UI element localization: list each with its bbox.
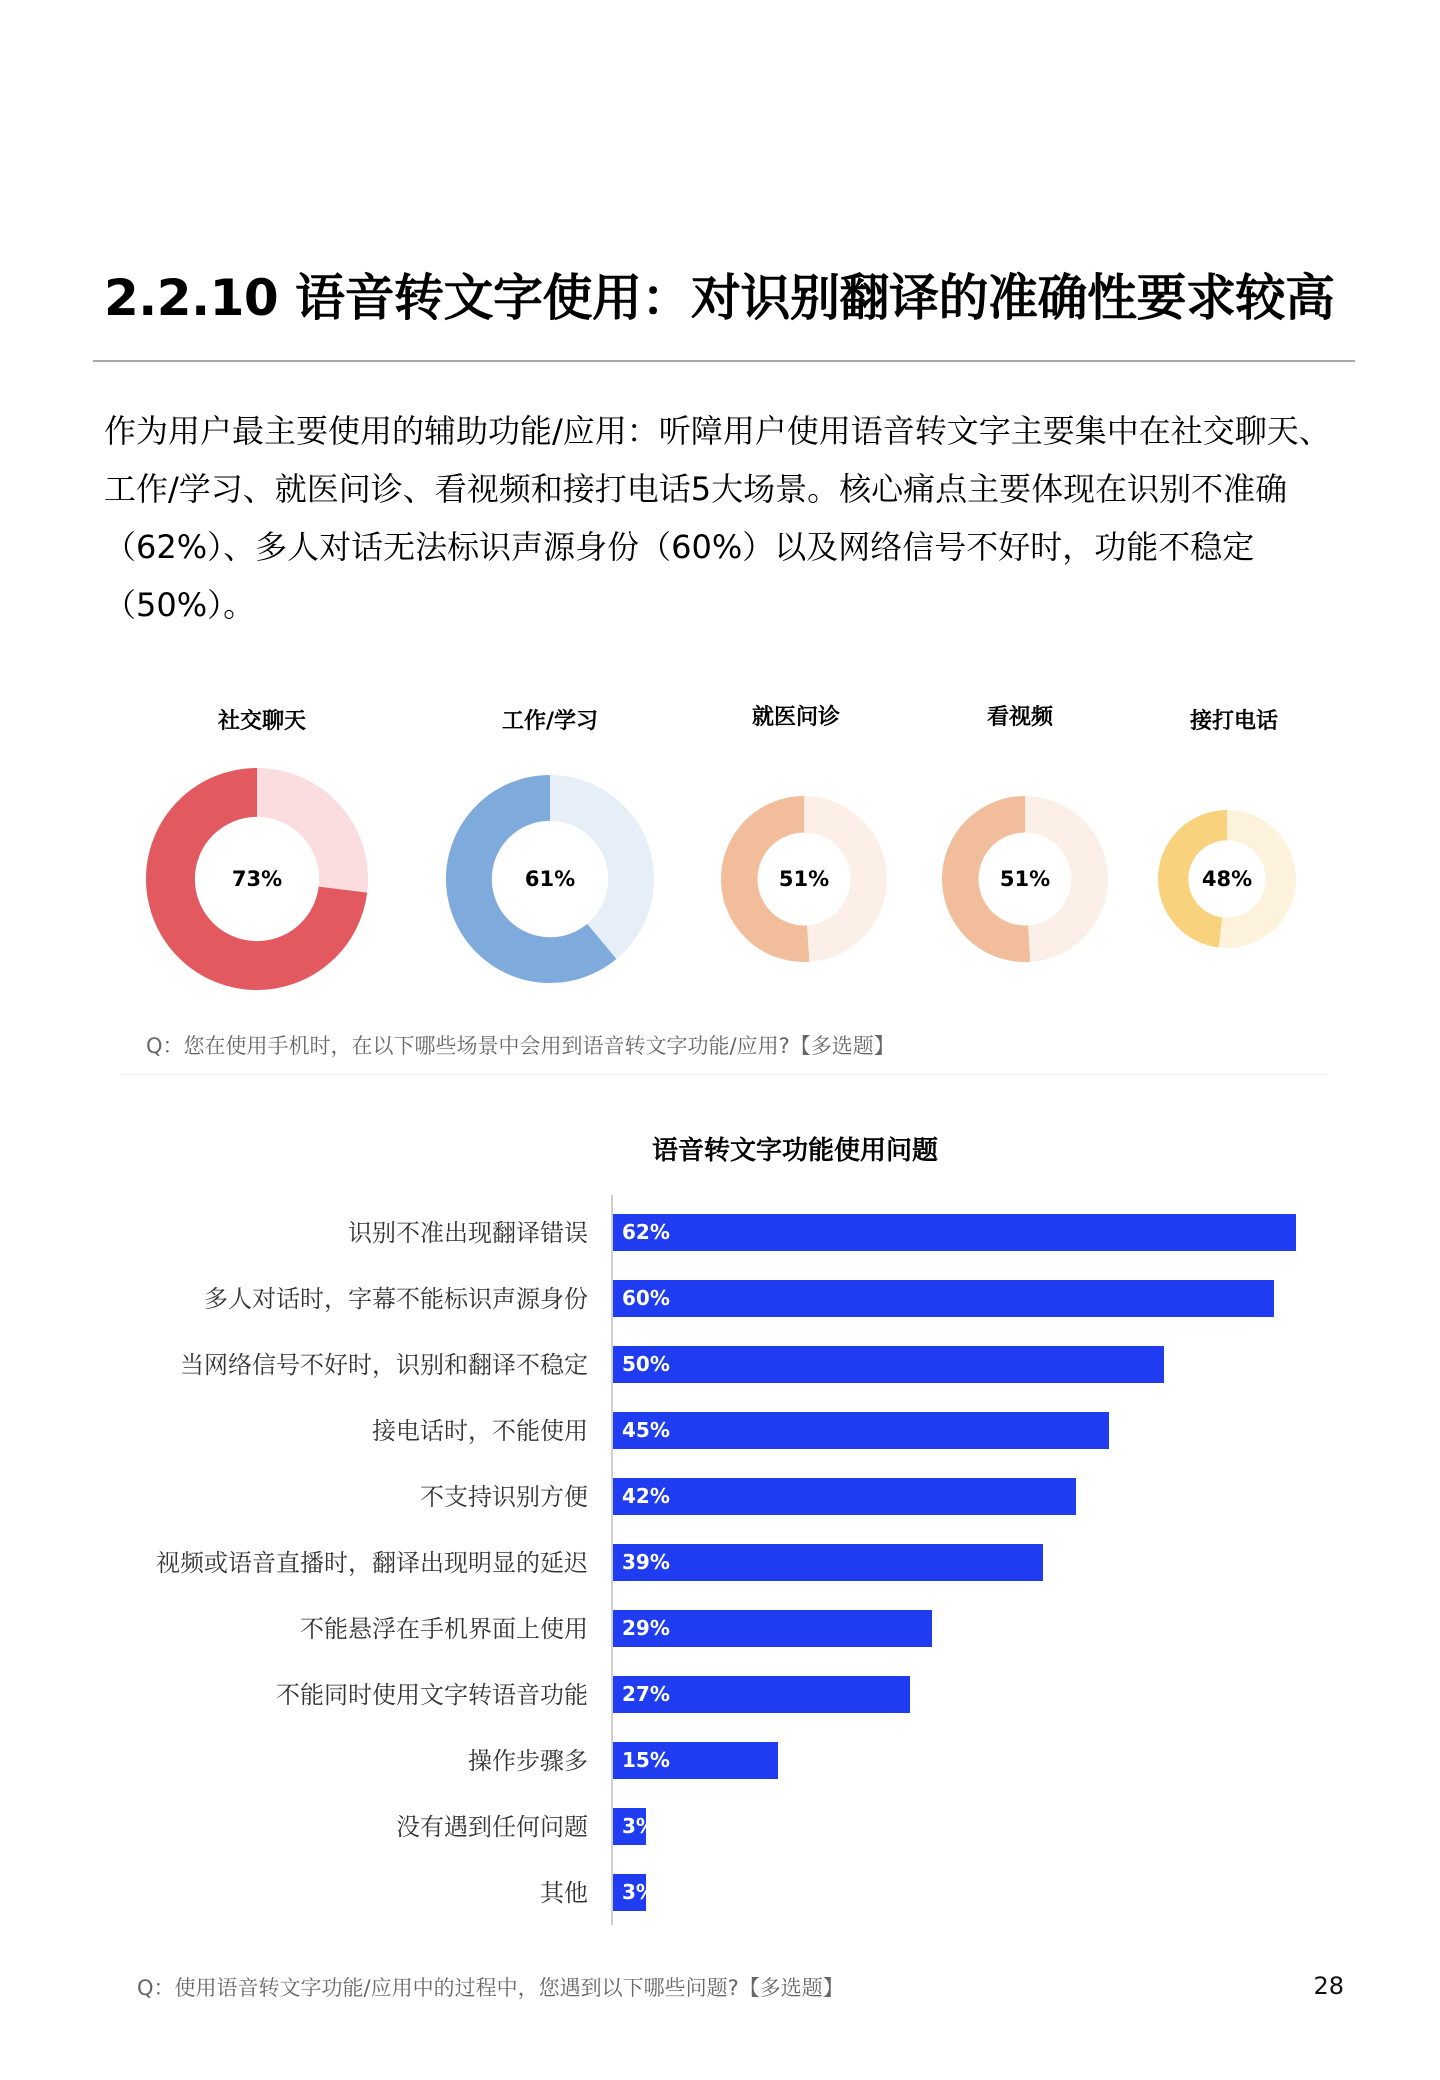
donut-chart-medical bbox=[721, 796, 887, 962]
donut-chart-video bbox=[942, 796, 1108, 962]
bar-category-label: 不能同时使用文字转语音功能 bbox=[276, 1681, 588, 1709]
bar-category-label: 不支持识别方便 bbox=[420, 1483, 588, 1511]
bar-value-label: 50% bbox=[622, 1352, 670, 1376]
page-title: 2.2.10 语音转文字使用：对识别翻译的准确性要求较高 bbox=[104, 269, 1335, 327]
bar-value-label: 15% bbox=[622, 1748, 670, 1772]
donut-value: 48% bbox=[1201, 867, 1253, 891]
intro-paragraph bbox=[104, 402, 1344, 634]
bar-category-label: 不能悬浮在手机界面上使用 bbox=[300, 1615, 588, 1643]
bar-category-label: 接电话时，不能使用 bbox=[372, 1417, 588, 1445]
bar-row bbox=[0, 1214, 1440, 1252]
bar-row bbox=[0, 1610, 1440, 1648]
bar-row bbox=[0, 1544, 1440, 1582]
bar-value-label: 60% bbox=[622, 1286, 670, 1310]
intro-line: （62%）、多人对话无法标识声源身份（60%）以及网络信号不好时，功能不稳定 bbox=[104, 528, 1255, 566]
bar-value-label: 39% bbox=[622, 1550, 670, 1574]
donut-chart-work-study bbox=[446, 775, 654, 983]
bar-row bbox=[0, 1346, 1440, 1384]
section-divider bbox=[122, 1074, 1328, 1075]
intro-line: 工作/学习、就医问诊、看视频和接打电话5大场景。核心痛点主要体现在识别不准确 bbox=[104, 470, 1288, 508]
bar-category-label: 当网络信号不好时，识别和翻译不稳定 bbox=[180, 1351, 588, 1379]
donut-label-social-chat: 社交聊天 bbox=[217, 709, 306, 734]
bar bbox=[613, 1742, 778, 1779]
bar-row bbox=[0, 1478, 1440, 1516]
bar-row bbox=[0, 1742, 1440, 1780]
bar-category-label: 操作步骤多 bbox=[468, 1747, 588, 1775]
donut-label-work-study: 工作/学习 bbox=[501, 709, 599, 734]
bar bbox=[613, 1610, 932, 1647]
bar bbox=[613, 1346, 1164, 1383]
bar-category-label: 多人对话时，字幕不能标识声源身份 bbox=[204, 1285, 588, 1313]
bar-value-label: 3% bbox=[622, 1880, 656, 1904]
donut-label-phone-call: 接打电话 bbox=[1189, 709, 1278, 734]
bar-chart-title: 语音转文字功能使用问题 bbox=[651, 1136, 938, 1166]
bar bbox=[613, 1544, 1043, 1581]
donut-chart-social-chat bbox=[146, 768, 368, 990]
intro-line: （50%）。 bbox=[104, 586, 256, 624]
donut-label-medical: 就医问诊 bbox=[751, 705, 840, 730]
survey-question-1: Q：您在使用手机时，在以下哪些场景中会用到语音转文字功能/应用?【多选题】 bbox=[146, 1034, 895, 1058]
bar bbox=[613, 1412, 1109, 1449]
bar-value-label: 29% bbox=[622, 1616, 670, 1640]
page-number: 28 bbox=[1313, 1972, 1344, 2000]
bar bbox=[613, 1280, 1274, 1317]
bar-category-label: 没有遇到任何问题 bbox=[396, 1813, 588, 1841]
donut-value: 51% bbox=[999, 867, 1051, 891]
bar-value-label: 3% bbox=[622, 1814, 656, 1838]
bar-category-label: 识别不准出现翻译错误 bbox=[348, 1219, 588, 1247]
bar bbox=[613, 1676, 910, 1713]
bar-row bbox=[0, 1808, 1440, 1846]
title-divider bbox=[93, 360, 1355, 362]
bar-row bbox=[0, 1874, 1440, 1912]
bar-category-label: 视频或语音直播时，翻译出现明显的延迟 bbox=[156, 1549, 588, 1577]
donut-value: 51% bbox=[778, 867, 830, 891]
bar-category-label: 其他 bbox=[540, 1879, 588, 1907]
donut-chart-phone-call bbox=[1158, 810, 1296, 948]
bar-value-label: 62% bbox=[622, 1220, 670, 1244]
bar-row bbox=[0, 1676, 1440, 1714]
survey-question-2: Q：使用语音转文字功能/应用中的过程中，您遇到以下哪些问题?【多选题】 bbox=[137, 1976, 844, 2000]
bar-row bbox=[0, 1280, 1440, 1318]
intro-line: 作为用户最主要使用的辅助功能/应用：听障用户使用语音转文字主要集中在社交聊天、 bbox=[104, 412, 1331, 450]
donut-value: 73% bbox=[231, 867, 283, 891]
bar-value-label: 45% bbox=[622, 1418, 670, 1442]
bar-row bbox=[0, 1412, 1440, 1450]
bar bbox=[613, 1874, 656, 1911]
donut-label-video: 看视频 bbox=[986, 705, 1053, 730]
bar bbox=[613, 1214, 1296, 1251]
bar-value-label: 42% bbox=[622, 1484, 670, 1508]
bar-value-label: 27% bbox=[622, 1682, 670, 1706]
donut-value: 61% bbox=[524, 867, 576, 891]
bar bbox=[613, 1478, 1076, 1515]
bar bbox=[613, 1808, 656, 1845]
